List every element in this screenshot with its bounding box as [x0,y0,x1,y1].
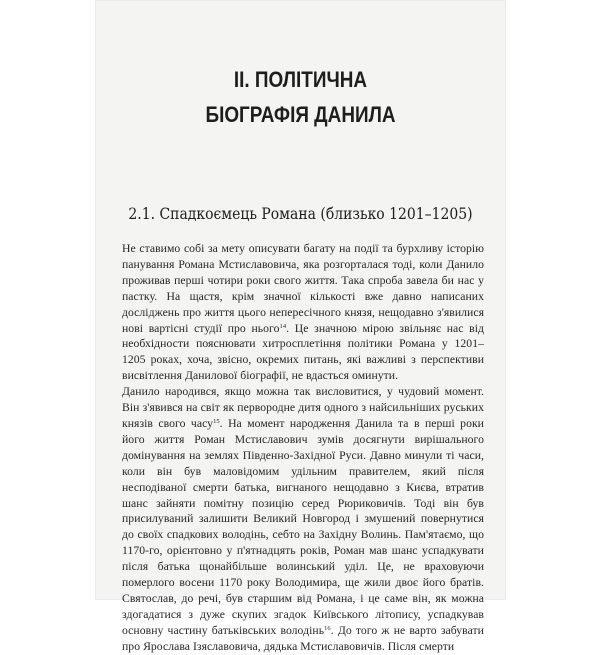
book-page [95,0,506,653]
footnote-marker: 16 [324,624,331,632]
paragraph [122,384,484,654]
chapter-title [124,62,477,132]
paragraph [122,241,484,384]
footnote-marker: 14 [279,322,287,330]
paragraph-text: . Це значною мірою звільняє нас від необхідности пояснювати хитросплетіння політики Романа у 1201–1205 роках, хоча, звісно, окремих питань, які важливі з перспективи висвітлення Данилової біографії, не вдасться оминути. [122,321,484,383]
chapter-title-line-2: БІОГРАФІЯ ДАНИЛА [205,102,396,127]
section-title: 2.1. Спадкоємець Романа (близько 1201–1205) [128,205,473,223]
paragraph-text: . На момент народження Данила та в перші роки його життя Роман Мстиславович зумів досягнути вирішального домінування на землях Південно-Західної Руси. Давно минули ті часи, коли він був маловідомим удільним правителем, який після несподіваної смерти батька, вигнаного нещодавно з Києва, втратив шанс зайняти помітну позицію серед Рюриковичів. Тоді він був присилуваний залишити Великий Новгород і змушений повернутися до своїх спадкових володінь, себто на Західну Волинь. Пам'ятаємо, що 1170-го, орієнтовно у п'ятнадцять років, Роман мав шанс успадкувати після батька щонайбільше волинський уділ. Це, не враховуючи померлого восени 1170 року Володимира, ще жили двоє його братів. Святослав, до речі, був старшим від Романа, і це саме він, як можна здогадатися з дуже скупих згадок Київського літопису, успадкував основну частину батьківських володінь [122,416,484,637]
footnote-marker: 15 [213,417,220,425]
paragraph-text: . До того ж не варто забувати про Ярослава Ізяславовича, дядька Мстиславовичів. Після смерти [122,623,484,653]
body-text [122,241,484,655]
paragraph-text: Данило народився, якщо можна так висловитися, у чудовий момент. Він з'явився на світ як первородне дитя одного з найсильніших руських князів свого часу [122,385,484,430]
paragraph-text: Не ставимо собі за мету описувати багату на події та бурхливу історію панування Романа Мстиславовича, яка розгорталася тоді, коли Данило проживав перші чотири роки свого життя. Така спроба завела би нас у пастку. На щастя, крім значної кількості вже давно написаних досліджень про життя цього непересічного князя, нещодавно з'явилися нові вартісні студії про нього [122,242,484,335]
chapter-title-line-1: II. ПОЛІТИЧНА [233,67,368,92]
